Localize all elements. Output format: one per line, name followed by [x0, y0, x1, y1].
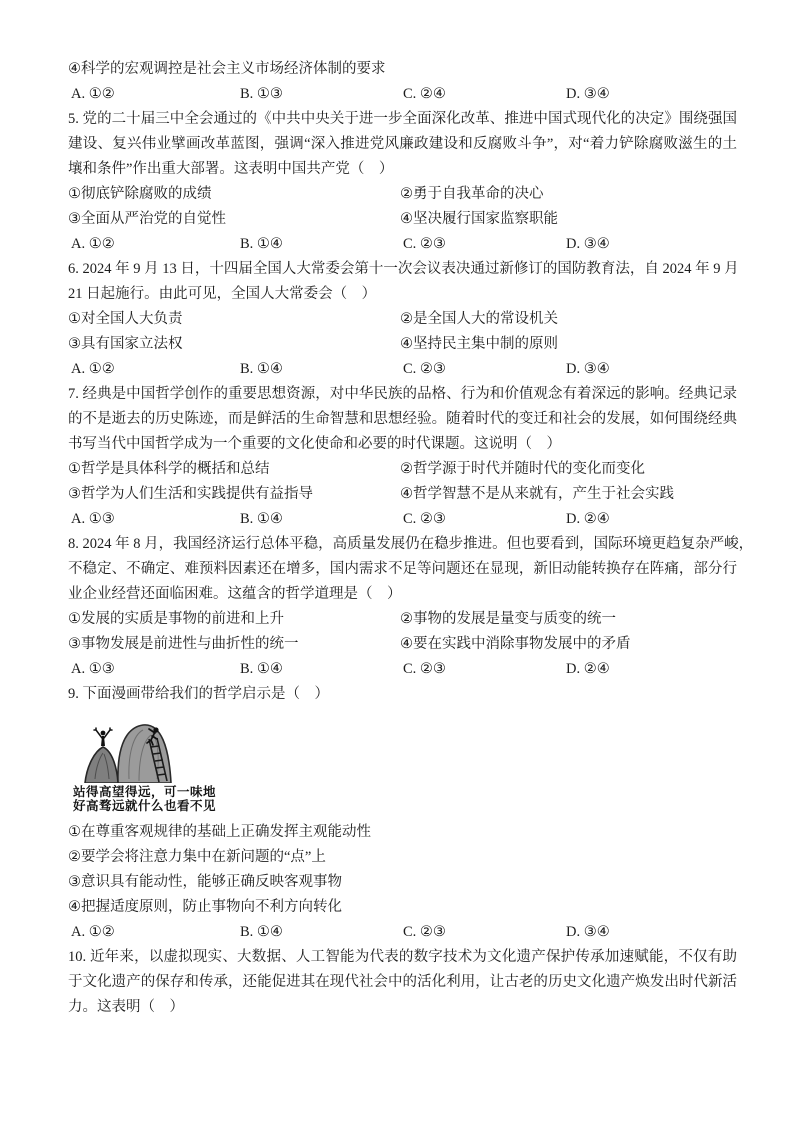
q6-choice-b: B. ①④ [240, 361, 283, 377]
q5-option-pair-row [68, 207, 737, 232]
q5-option-3: ③全面从严治党的自觉性 [68, 211, 226, 227]
q7-stem-line: 7. 经典是中国哲学创作的重要思想资源，对中华民族的品格、行为和价值观念有着深远的影响。经典记录 [68, 386, 737, 402]
q6-option-pair-row [68, 307, 737, 332]
cartoon-caption [73, 786, 243, 813]
cartoon-image [73, 721, 243, 783]
q5-choice-d: D. ③④ [566, 236, 610, 252]
q8-option-pair-row [68, 607, 737, 632]
q5-choice-c: C. ②③ [403, 236, 446, 252]
q7-option-1: ①哲学是具体科学的概括和总结 [68, 461, 270, 477]
q9-cartoon [73, 721, 243, 813]
q5-choice-b: B. ①④ [240, 236, 283, 252]
q9-choice-d: D. ③④ [566, 924, 610, 940]
q5-option-4: ④坚决履行国家监察职能 [400, 211, 558, 227]
q7-option-4: ④哲学智慧不是从来就有，产生于社会实践 [400, 486, 674, 502]
q6-choice-c: C. ②③ [403, 361, 446, 377]
q8-option-1: ①发展的实质是事物的前进和上升 [68, 611, 284, 627]
q5-option-pair-row [68, 182, 737, 207]
q7-choice-d: D. ②④ [566, 511, 610, 527]
q6-stem-line: 21 日起施行。由此可见，全国人大常委会（ ） [68, 286, 377, 302]
q8-choice-c: C. ②③ [403, 661, 446, 677]
q6-choice-d: D. ③④ [566, 361, 610, 377]
q5-stem-line: 壤和条件”作出重大部署。这表明中国共产党（ ） [68, 161, 394, 177]
q9-choice-a: A. ①② [71, 924, 115, 940]
q8-choice-d: D. ②④ [566, 661, 610, 677]
q7-option-3: ③哲学为人们生活和实践提供有益指导 [68, 486, 313, 502]
q10-stem-line: 10. 近年来，以虚拟现实、大数据、人工智能为代表的数字技术为文化遗产保护传承加速赋能，不仅有助 [68, 949, 737, 965]
q7-stem-line: 书写当代中国哲学成为一个重要的文化使命和必要的时代课题。这说明（ ） [68, 436, 561, 452]
q9-option-line-1: ①在尊重客观规律的基础上正确发挥主观能动性 [68, 824, 371, 840]
q4-answer-choices-row [68, 82, 737, 107]
q6-option-2: ②是全国人大的常设机关 [400, 311, 558, 327]
q7-choice-b: B. ①④ [240, 511, 283, 527]
q8-option-4: ④要在实践中消除事物发展中的矛盾 [400, 636, 631, 652]
q4-tail-option-line: ④科学的宏观调控是社会主义市场经济体制的要求 [68, 61, 386, 77]
q6-choice-a: A. ①② [71, 361, 115, 377]
q8-option-2: ②事物的发展是量变与质变的统一 [400, 611, 616, 627]
q6-answer-choices-row [68, 357, 737, 382]
q8-stem-line: 8. 2024 年 8 月，我国经济运行总体平稳，高质量发展仍在稳步推进。但也要看到，国际环境更趋复杂严峻， [68, 536, 754, 552]
q4-choice-d: D. ③④ [566, 86, 610, 102]
q5-stem-line: 5. 党的二十届三中全会通过的《中共中央关于进一步全面深化改革、推进中国式现代化的决定》围绕强国 [68, 111, 737, 127]
q8-answer-choices-row [68, 657, 737, 682]
q7-choice-c: C. ②③ [403, 511, 446, 527]
q9-option-line-4: ④把握适度原则，防止事物向不利方向转化 [68, 899, 342, 915]
q5-option-1: ①彻底铲除腐败的成绩 [68, 186, 212, 202]
q6-option-3: ③具有国家立法权 [68, 336, 183, 352]
q7-option-2: ②哲学源于时代并随时代的变化而变化 [400, 461, 645, 477]
q5-choice-a: A. ①② [71, 236, 115, 252]
q8-choice-b: B. ①④ [240, 661, 283, 677]
q6-stem-line: 6. 2024 年 9 月 13 日，十四届全国人大常委会第十一次会议表决通过新修订的国防教育法，自 2024 年 9 月 [68, 261, 739, 277]
q10-stem-line: 于文化遗产的保存和传承，还能促进其在现代社会中的活化利用，让古老的历史文化遗产焕发出时代新活 [68, 974, 737, 990]
q4-choice-a: A. ①② [71, 86, 115, 102]
cartoon-caption-line-2: 好高骛远就什么也看不见 [73, 798, 217, 813]
q5-answer-choices-row [68, 232, 737, 257]
q9-option-line-3: ③意识具有能动性，能够正确反映客观事物 [68, 874, 342, 890]
q5-option-2: ②勇于自我革命的决心 [400, 186, 544, 202]
q7-option-pair-row [68, 457, 737, 482]
q8-option-3: ③事物发展是前进性与曲折性的统一 [68, 636, 299, 652]
q4-choice-c: C. ②④ [403, 86, 446, 102]
q8-stem-line: 业企业经营还面临困难。这蕴含的哲学道理是（ ） [68, 586, 402, 602]
q8-stem-line: 不稳定、不确定、难预料因素还在增多，国内需求不足等问题还在显现，新旧动能转换存在阵痛，部分行 [68, 561, 737, 577]
cartoon-caption-line-1: 站得高望得远，可一味地 [73, 785, 217, 799]
q8-choice-a: A. ①③ [71, 661, 115, 677]
q4-choice-b: B. ①③ [240, 86, 283, 102]
q6-option-1: ①对全国人大负责 [68, 311, 183, 327]
q10-stem-line: 力。这表明（ ） [68, 999, 184, 1015]
q9-stem-line: 9. 下面漫画带给我们的哲学启示是（ ） [68, 686, 329, 702]
q6-option-4: ④坚持民主集中制的原则 [400, 336, 558, 352]
q7-option-pair-row [68, 482, 737, 507]
q5-stem-line: 建设、复兴伟业擘画改革蓝图，强调“深入推进党风廉政建设和反腐败斗争”，对“着力铲除腐败滋生的土 [68, 136, 737, 152]
q9-choice-c: C. ②③ [403, 924, 446, 940]
q8-option-pair-row [68, 632, 737, 657]
q9-answer-choices-row [68, 920, 737, 945]
q6-option-pair-row [68, 332, 737, 357]
q7-answer-choices-row [68, 507, 737, 532]
q9-choice-b: B. ①④ [240, 924, 283, 940]
q7-stem-line: 的不是逝去的历史陈迹，而是鲜活的生命智慧和思想经验。随着时代的变迁和社会的发展，如何围绕经典 [68, 411, 737, 427]
q9-option-line-2: ②要学会将注意力集中在新问题的“点”上 [68, 849, 326, 865]
q7-choice-a: A. ①③ [71, 511, 115, 527]
